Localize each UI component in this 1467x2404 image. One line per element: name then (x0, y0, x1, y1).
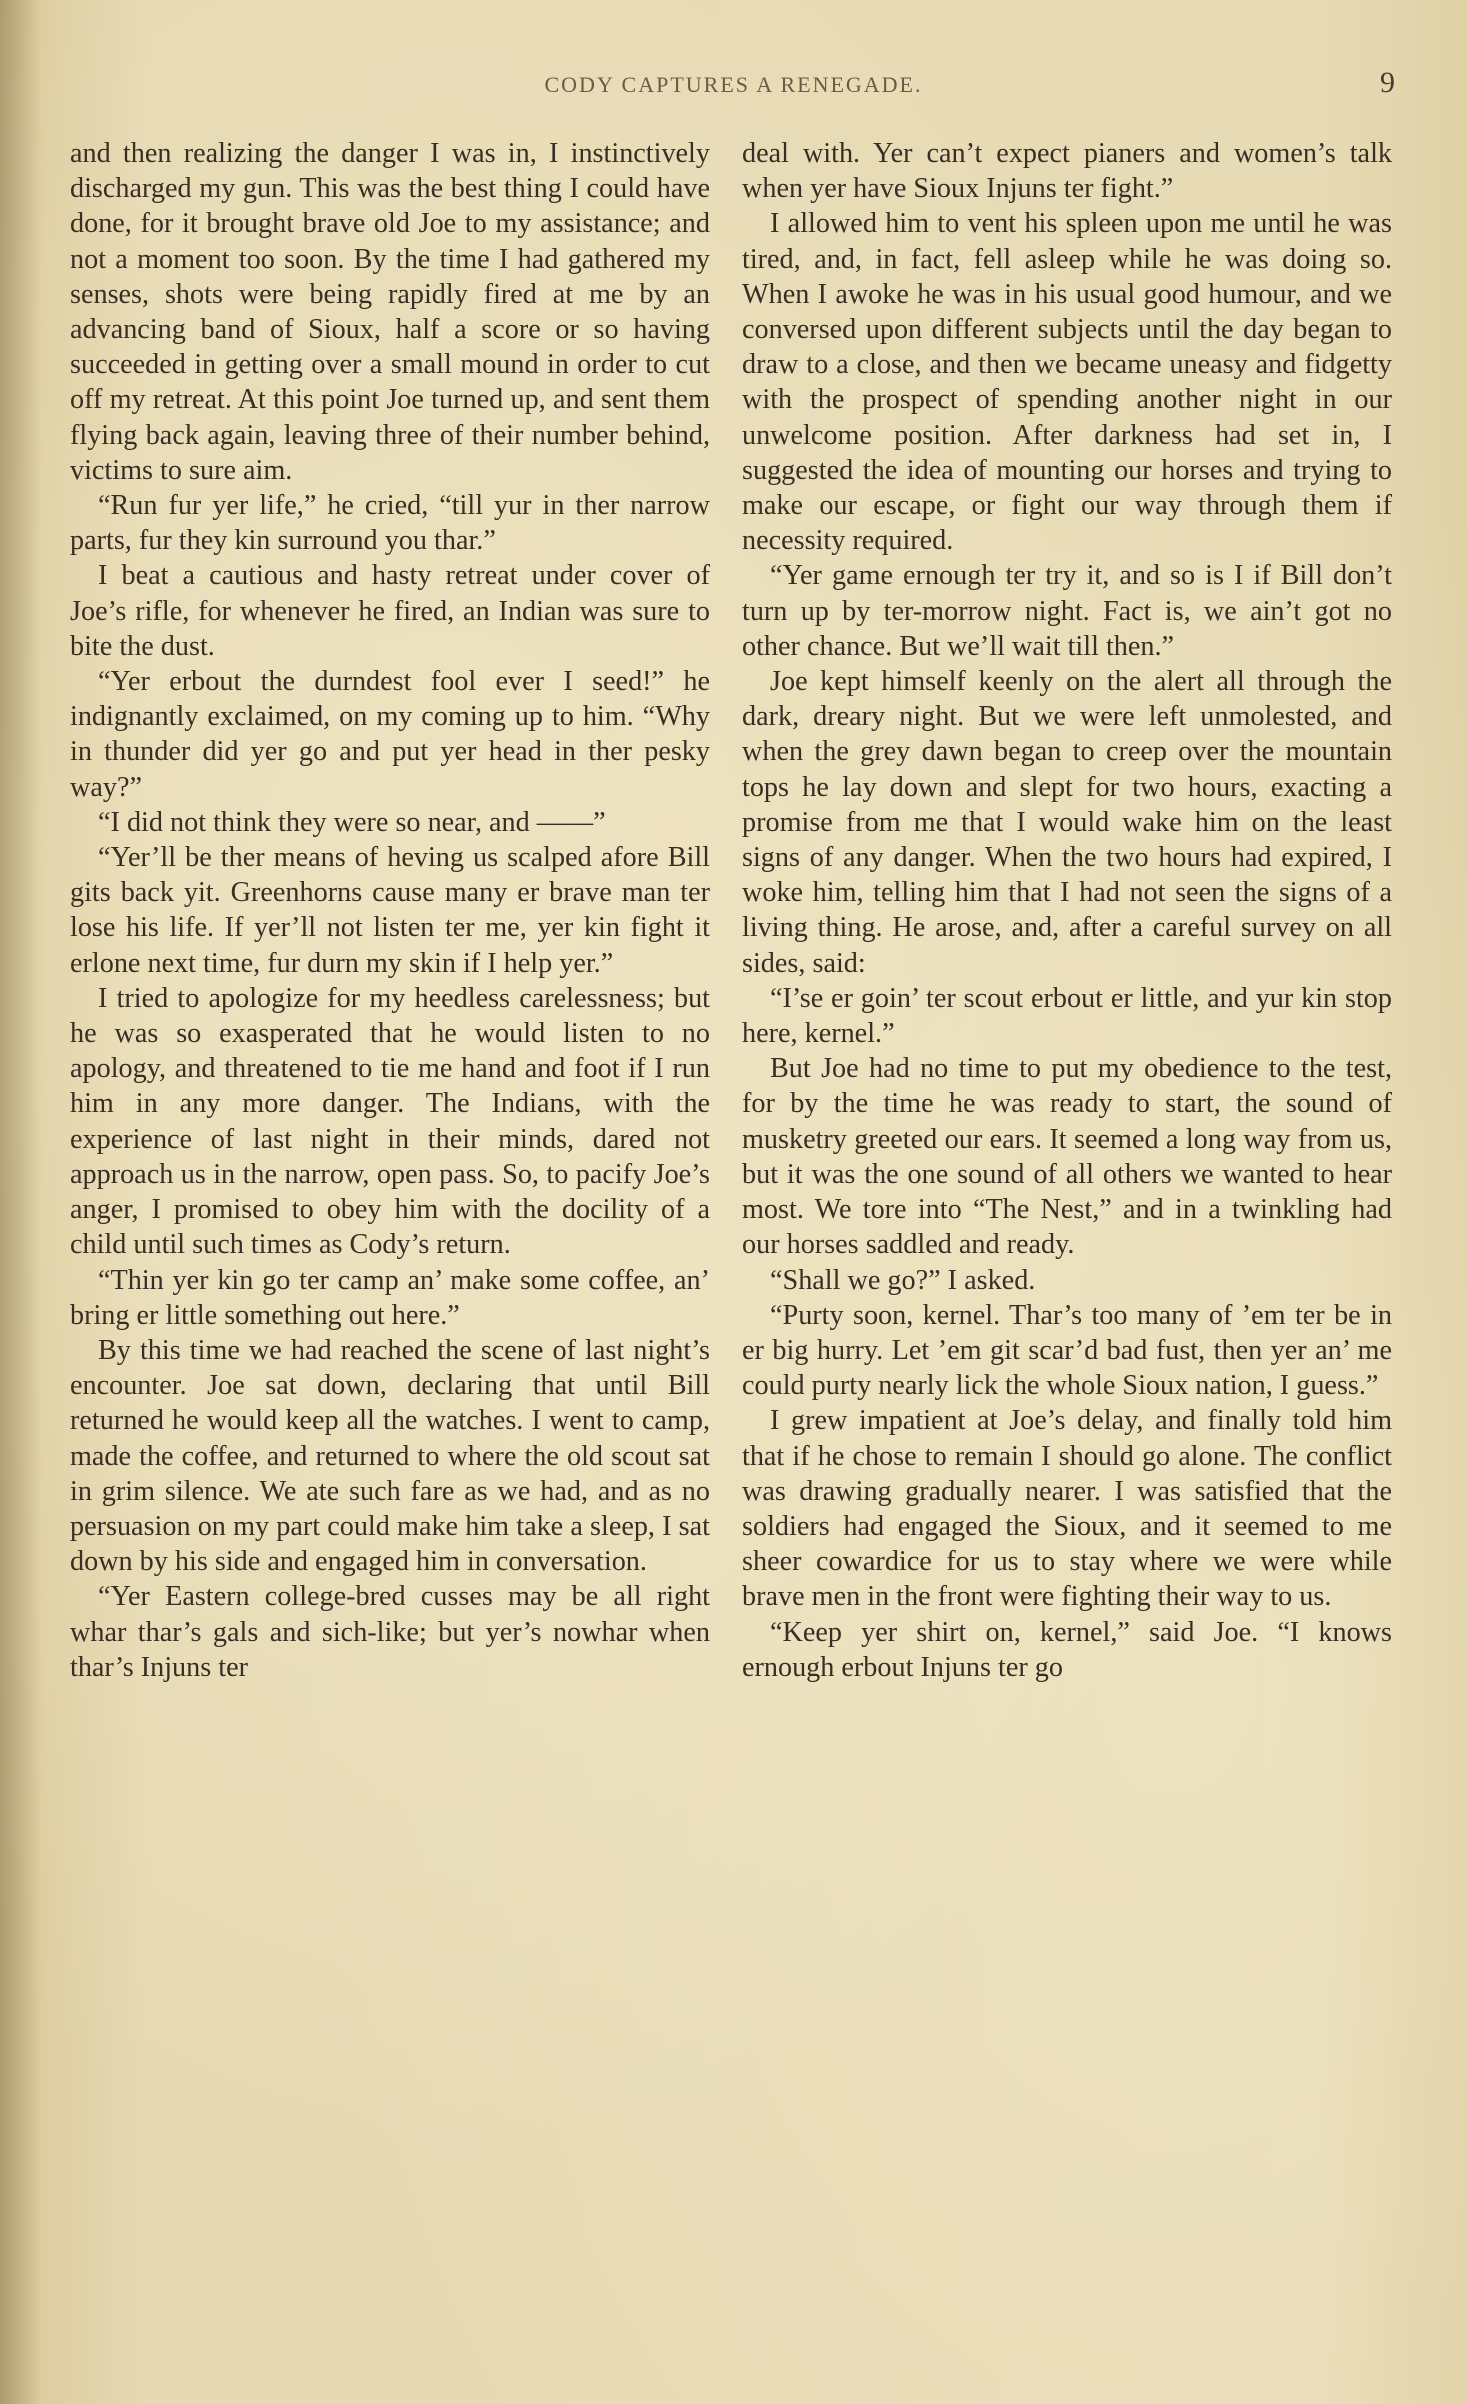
paragraph: “Keep yer shirt on, kernel,” said Joe. “I knows ernough erbout Injuns ter go (742, 1616, 1392, 1683)
paragraph: I tried to apologize for my heedless carelessness; but he was so exasperated that he would listen to no apology, and threatened to tie me hand and foot if I run him in any more danger. The Indians, with the experience of last night in their minds, dared not approach us in the narrow, open pass. So, to pacify Joe’s anger, I promised to obey him with the docility of a child until such times as Cody’s return. (70, 982, 710, 1261)
running-head: CODY CAPTURES A RENEGADE. (544, 72, 923, 97)
paragraph: Joe kept himself keenly on the alert all through the dark, dreary night. But we were left unmolested, and when the grey dawn began to creep over the mountain tops he lay down and slept for two hours, exacting a promise from me that I would wake him on the least signs of any danger. When the two hours had expired, I woke him, telling him that I had not seen the signs of a living thing. He arose, and, after a careful survey on all sides, said: (742, 666, 1392, 979)
paragraph: “Yer Eastern college-bred cusses may be all right whar thar’s gals and sich-like; but yer’s nowhar when thar’s Injuns ter (70, 1581, 710, 1683)
paragraph: and then realizing the danger I was in, I instinctively discharged my gun. This was the best thing I could have done, for it brought brave old Joe to my assistance; and not a moment too soon. By the time I had gathered my senses, shots were being rapidly fired at me by an advancing band of Sioux, half a score or so having succeeded in getting over a small mound in order to cut off my retreat. At this point Joe turned up, and sent them flying back again, leaving three of their number behind, victims to sure aim. (70, 138, 710, 486)
page-spine-shadow (0, 0, 40, 2404)
paragraph: I allowed him to vent his spleen upon me until he was tired, and, in fact, fell asleep while he was doing so. When I awoke he was in his usual good humour, and we conversed upon different subjects until the day began to draw to a close, and then we became uneasy and fidgetty with the prospect of spending another night in our unwelcome position. After darkness had set in, I suggested the idea of mounting our horses and trying to make our escape, or fight our way through them if necessity required. (742, 208, 1392, 557)
paragraph: “I’se er goin’ ter scout erbout er little, and yur kin stop here, kernel.” (742, 982, 1392, 1050)
left-column (70, 136, 710, 1685)
paragraph: “Shall we go?” I asked. (770, 1264, 1036, 1296)
paragraph: “Yer erbout the durndest fool ever I seed!” he indignantly exclaimed, on my coming up to him. “Why in thunder did yer go and put yer head in ther pesky way?” (70, 666, 710, 803)
paragraph: “Yer game ernough ter try it, and so is I if Bill don’t turn up by ter-morrow night. Fact is, we ain’t got no other chance. But we’ll wait till then.” (742, 560, 1392, 662)
right-column (742, 136, 1392, 1685)
paragraph: “Run fur yer life,” he cried, “till yur in ther narrow parts, fur they kin surround you thar.” (70, 490, 710, 557)
paragraph: deal with. Yer can’t expect pianers and women’s talk when yer have Sioux Injuns ter fight.” (742, 138, 1392, 205)
paragraph: By this time we had reached the scene of last night’s encounter. Joe sat down, declaring that until Bill returned he would keep all the watches. I went to camp, made the coffee, and returned to where the old scout sat in grim silence. We ate such fare as we had, and as no persuasion on my part could make him take a sleep, I sat down by his side and engaged him in conversation. (70, 1334, 710, 1578)
paragraph: But Joe had no time to put my obedience to the test, for by the time he was ready to start, the sound of musketry greeted our ears. It seemed a long way from us, but it was the one sound of all others we wanted to hear most. We tore into “The Nest,” and in a twinkling had our horses saddled and ready. (742, 1053, 1392, 1261)
paragraph: I beat a cautious and hasty retreat under cover of Joe’s rifle, for whenever he fired, an Indian was sure to bite the dust. (70, 560, 710, 662)
paragraph: “Purty soon, kernel. Thar’s too many of ’em ter be in er big hurry. Let ’em git scar’d bad fust, then yer an’ me could purty nearly lick the whole Sioux nation, I guess.” (742, 1299, 1392, 1402)
page-header (0, 66, 1467, 112)
page-number: 9 (1380, 66, 1395, 99)
paragraph: I grew impatient at Joe’s delay, and finally told him that if he chose to remain I should go alone. The conflict was drawing gradually nearer. I was satisfied that the soldiers had engaged the Sioux, and it seemed to me sheer cowardice for us to stay where we were while brave men in the front were fighting their way to us. (742, 1405, 1392, 1613)
paragraph: “I did not think they were so near, and ——” (98, 806, 606, 838)
paragraph: “Yer’ll be ther means of heving us scalped afore Bill gits back yit. Greenhorns cause many er brave man ter lose his life. If yer’ll not listen ter me, yer kin fight it erlone next time, fur durn my skin if I help yer.” (70, 842, 710, 979)
paragraph: “Thin yer kin go ter camp an’ make some coffee, an’ bring er little something out here.” (70, 1264, 710, 1331)
